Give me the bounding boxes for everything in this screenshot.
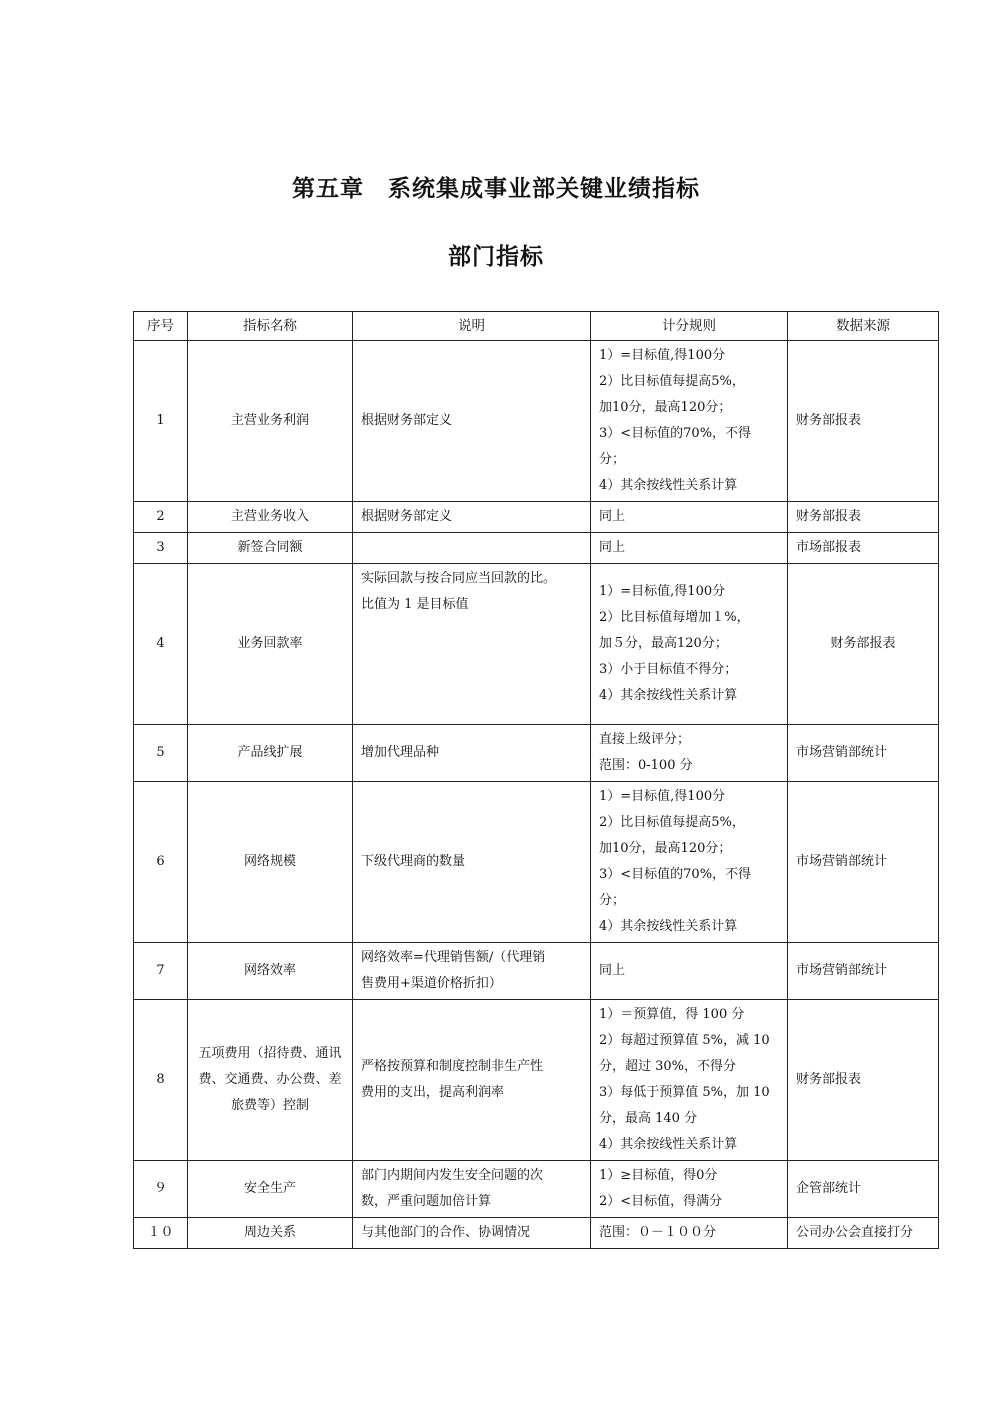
data-source: 财务部报表 (788, 502, 939, 533)
table-row (134, 564, 939, 725)
description-line (361, 618, 582, 644)
row-number: 5 (134, 725, 188, 782)
rule-line: 4）其余按线性关系计算 (599, 478, 738, 493)
description-line: 比值为 1 是目标值 (361, 597, 469, 612)
row-number: 8 (134, 1000, 188, 1161)
rule-line: 同上 (599, 509, 626, 524)
rule-line: 3）<目标值的70%，不得 (599, 426, 752, 441)
description-line: 与其他部门的合作、协调情况 (361, 1225, 531, 1240)
rule-line: 2）比目标值每提高5%， (599, 815, 745, 830)
kpi-description (353, 782, 591, 943)
kpi-table (133, 311, 939, 1249)
description-line: 根据财务部定义 (361, 413, 453, 428)
description-line (361, 535, 582, 561)
description-line: 实际回款与按合同应当回款的比。 (361, 571, 557, 586)
data-source: 市场营销部统计 (788, 943, 939, 1000)
rule-line: 分； (599, 893, 626, 908)
header-no: 序号 (134, 312, 188, 341)
rule-line: 1）=目标值,得100分 (599, 584, 726, 599)
rule-line: 直接上级评分； (599, 732, 691, 747)
rule-line: 3）小于目标值不得分； (599, 662, 738, 677)
description-line (361, 644, 582, 670)
kpi-description (353, 533, 591, 564)
kpi-name: 网络规模 (188, 782, 353, 943)
rule-line: 2）每超过预算值 5%，减 10 (599, 1033, 770, 1048)
description-line: 根据财务部定义 (361, 509, 453, 524)
description-line: 下级代理商的数量 (361, 854, 466, 869)
kpi-description (353, 1000, 591, 1161)
rule-line: 4）其余按线性关系计算 (599, 1137, 738, 1152)
rule-line: 2）比目标值每增加１%， (599, 610, 750, 625)
kpi-name: 主营业务利润 (188, 341, 353, 502)
description-line: 售费用+渠道价格折扣） (361, 976, 502, 991)
row-number: 4 (134, 564, 188, 725)
kpi-name: 周边关系 (188, 1218, 353, 1249)
data-source: 市场部报表 (788, 533, 939, 564)
rule-line: 同上 (599, 963, 626, 978)
header-source: 数据来源 (788, 312, 939, 341)
rule-line: 4）其余按线性关系计算 (599, 919, 738, 934)
scoring-rules (591, 502, 788, 533)
kpi-description (353, 564, 591, 725)
table-row (134, 1000, 939, 1161)
kpi-description (353, 502, 591, 533)
table-row (134, 341, 939, 502)
row-number: 1 (134, 341, 188, 502)
row-number: 7 (134, 943, 188, 1000)
kpi-name: 业务回款率 (188, 564, 353, 725)
table-row (134, 533, 939, 564)
row-number: 6 (134, 782, 188, 943)
kpi-name: 新签合同额 (188, 533, 353, 564)
data-source: 财务部报表 (788, 341, 939, 502)
row-number: 2 (134, 502, 188, 533)
table-header-row (134, 312, 939, 341)
scoring-rules (591, 725, 788, 782)
table-row (134, 725, 939, 782)
header-rules: 计分规则 (591, 312, 788, 341)
rule-line: 分； (599, 452, 626, 467)
table-row (134, 1218, 939, 1249)
rule-line: 3）<目标值的70%，不得 (599, 867, 752, 882)
scoring-rules (591, 1000, 788, 1161)
rule-line: 范围：０－１００分 (599, 1225, 717, 1240)
section-title: 部门指标 (448, 244, 544, 270)
kpi-description (353, 341, 591, 502)
scoring-rules (591, 533, 788, 564)
kpi-name: 安全生产 (188, 1161, 353, 1218)
data-source: 公司办公会直接打分 (788, 1218, 939, 1249)
table-row (134, 502, 939, 533)
kpi-name: 主营业务收入 (188, 502, 353, 533)
rule-line: 分，最高 140 分 (599, 1111, 698, 1126)
data-source: 财务部报表 (788, 1000, 939, 1161)
kpi-name: 产品线扩展 (188, 725, 353, 782)
rule-line: 2）比目标值每提高5%， (599, 374, 745, 389)
data-source: 企管部统计 (788, 1161, 939, 1218)
row-number: ９ (134, 1161, 188, 1218)
description-line: 严格按预算和制度控制非生产性 (361, 1059, 544, 1074)
description-line: 费用的支出，提高利润率 (361, 1085, 505, 1100)
header-desc: 说明 (353, 312, 591, 341)
description-line: 增加代理品种 (361, 745, 440, 760)
rule-line: 4）其余按线性关系计算 (599, 688, 738, 703)
scoring-rules (591, 1218, 788, 1249)
rule-line: 加10分，最高120分； (599, 400, 732, 415)
kpi-description (353, 725, 591, 782)
chapter-title: 第五章 系统集成事业部关键业绩指标 (292, 176, 700, 202)
description-line (361, 670, 582, 696)
kpi-description (353, 1218, 591, 1249)
data-source: 市场营销部统计 (788, 782, 939, 943)
data-source: 财务部报表 (788, 564, 939, 725)
rule-line: 范围：0-100 分 (599, 758, 693, 773)
rule-line: 3）每低于预算值 5%，加 10 (599, 1085, 770, 1100)
rule-line: 1）≥目标值，得0分 (599, 1168, 718, 1183)
rule-line: 同上 (599, 540, 626, 555)
kpi-description (353, 943, 591, 1000)
data-source: 市场营销部统计 (788, 725, 939, 782)
kpi-description (353, 1161, 591, 1218)
scoring-rules (591, 564, 788, 725)
rule-line: 加５分，最高120分； (599, 636, 728, 651)
table-row (134, 1161, 939, 1218)
rule-line: 1）=目标值,得100分 (599, 348, 726, 363)
table-row (134, 782, 939, 943)
rule-line: 2）<目标值，得满分 (599, 1194, 723, 1209)
scoring-rules (591, 782, 788, 943)
kpi-name: 五项费用（招待费、通讯费、交通费、办公费、差旅费等）控制 (188, 1000, 353, 1161)
row-number: 3 (134, 533, 188, 564)
table-row (134, 943, 939, 1000)
table-body (134, 341, 939, 1249)
header-name: 指标名称 (188, 312, 353, 341)
rule-line: 1）＝预算值，得 100 分 (599, 1007, 745, 1022)
description-line: 数，严重问题加倍计算 (361, 1194, 492, 1209)
kpi-name: 网络效率 (188, 943, 353, 1000)
description-line (361, 696, 582, 722)
description-line: 部门内期间内发生安全问题的次 (361, 1168, 544, 1183)
scoring-rules (591, 943, 788, 1000)
description-line: 网络效率=代理销售额/（代理销 (361, 950, 546, 965)
scoring-rules (591, 1161, 788, 1218)
row-number: １０ (134, 1218, 188, 1249)
rule-line: 加10分，最高120分； (599, 841, 732, 856)
scoring-rules (591, 341, 788, 502)
rule-line: 1）=目标值,得100分 (599, 789, 726, 804)
rule-line: 分，超过 30%，不得分 (599, 1059, 737, 1074)
